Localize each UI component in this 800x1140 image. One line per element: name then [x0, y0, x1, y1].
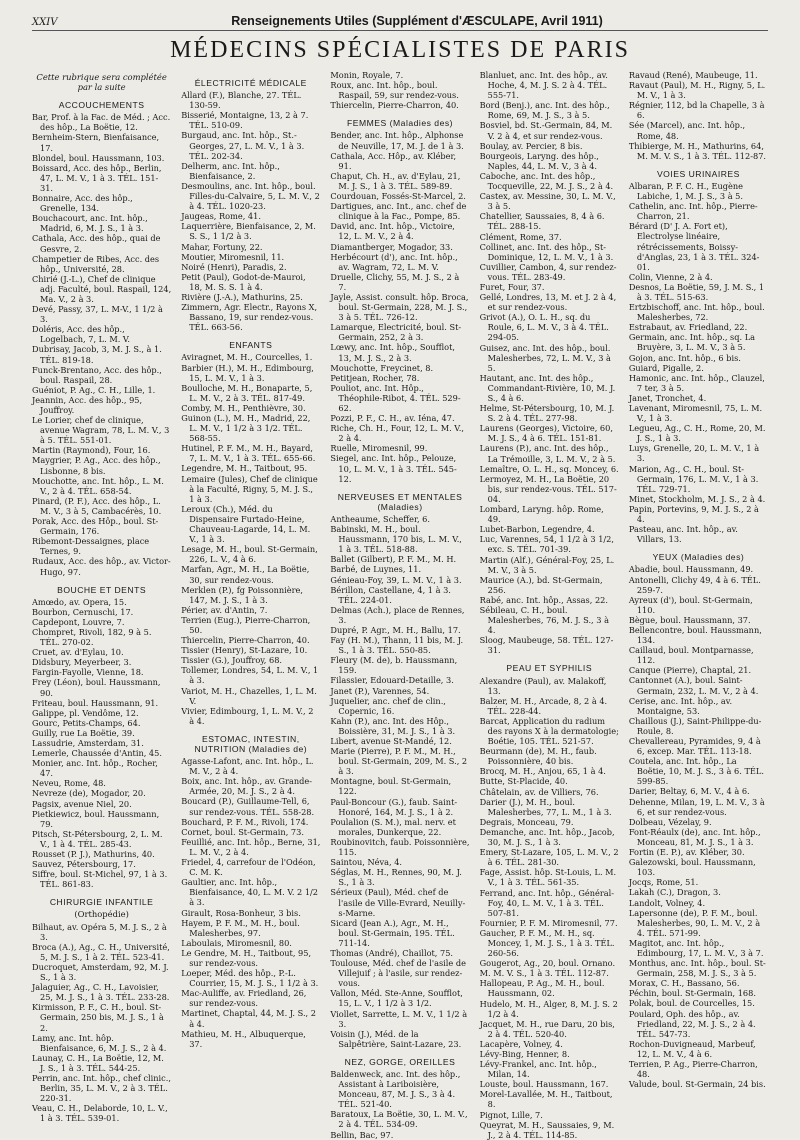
directory-entry: Bellencontre, boul. Haussmann, 134. — [628, 624, 762, 646]
directory-entry: Terrien, P. Ag., Pierre-Charron, 48. — [628, 1059, 758, 1080]
section-heading: BOUCHE ET DENTS — [57, 584, 147, 595]
directory-entry: Ballet (Gilbert), P. F. M., M. H. — [330, 554, 457, 565]
directory-entry: Ertzbischoff, anc. Int. hôp., boul. Malesherbes, 72. — [628, 302, 765, 323]
directory-entry: Pagsix, avenue Niel, 20. — [32, 798, 132, 809]
directory-entry: Sloog, Maubeuge, 58. TÉL. 127-31. — [479, 635, 614, 656]
directory-entry: Hutinel, P. F. M., M. H., Bayard, 7, L. M. V., 1 à 3. TÉL. 655-66. — [181, 443, 316, 464]
directory-entry: Tollemer, Londres, 54, L. M. V., 1 à 3. — [181, 665, 319, 686]
directory-entry: Génieau-Foy, 39, L. M. V., 1 à 3. — [330, 574, 462, 585]
section-heading: NERVEUSES ET MENTALES (Maladies) — [337, 491, 463, 512]
directory-entry: Vallon, Méd. Ste-Anne, Soufflot, 15, L. V., 1 1/2 à 3 1/2. — [330, 988, 463, 1009]
directory-entry: Galippe, pl. Vendôme, 12. — [32, 707, 139, 718]
directory-entry: Barbier (H.), M. H., Edimbourg, 15, L. M. V., 1 à 3. — [181, 362, 314, 383]
directory-entry: Gourc, Petits-Champs, 64. — [32, 717, 141, 728]
directory-entry: Grivot (A.), O. L. H., sq. du Roule, 6, L. M. V., 3 à 4. TÉL. 294-05. — [479, 312, 609, 343]
directory-entry: Furet, Four, 37. — [479, 281, 545, 292]
directory-entry: Ravaud (René), Maubeuge, 11. — [628, 70, 758, 80]
directory-entry: Desmoulins, anc. Int. hôp., boul. Filles-du-Calvaire, 5, L. M. V., 2 à 4. TÉL. 1020-23. — [181, 180, 320, 212]
directory-entry: Sicard (Jean A.), Agr., M. H., boul. St-Germain, 195. TÉL. 711-14. — [330, 917, 455, 948]
directory-entry: Courdouan, Fossés-St-Marcel, 2. — [330, 191, 466, 202]
directory-entry: Rudaux, Acc. des hôp., av. Victor-Hugo, 97. — [32, 556, 171, 577]
directory-entry: Poulalion (S. M.), mal. nerv. et morales, Dunkerque, 22. — [330, 816, 456, 837]
rubric-note: Cette rubrique sera complétée par la suite — [36, 72, 167, 93]
directory-entry: Mouchotte, anc. Int. hôp., L. M. V., 2 à 4. TÉL. 658-54. — [32, 475, 164, 496]
directory-entry: Champetier de Ribes, Acc. des hôp., Université, 28. — [32, 253, 160, 274]
directory-entry: Antonelli, Clichy 49, 4 à 6. TÉL. 259-7. — [628, 574, 761, 595]
directory-entry: Fortin (E. P.), av. Kléber, 30. — [628, 847, 745, 858]
running-title: Renseignements Utiles (Supplément d'ÆSCULAPE, Avril 1911) — [231, 14, 603, 28]
directory-entry: Papin, Portevins, 9, M. J. S., 2 à 4. — [628, 503, 759, 525]
directory-entry: Polak, boul. de Courcelles, 15. — [628, 998, 755, 1009]
directory-entry: Valude, boul. St-Germain, 24 bis. — [628, 1079, 766, 1090]
directory-entry: Butte, St-Placide, 40. — [479, 776, 568, 787]
directory-entry: Mouchotte, Freycinet, 8. — [330, 362, 434, 373]
column-3 — [330, 70, 470, 1140]
directory-entry: Ravaut (Paul), M. H., Rigny, 5, L. M. V., 1 à 3. — [628, 80, 766, 101]
directory-entry: Vivier, Edimbourg, 1, L. M. V., 2 à 4. — [181, 705, 314, 726]
directory-entry: Delherm, anc. Int. hôp., Bienfaisance, 2. — [181, 160, 280, 181]
directory-entry: Marie (Pierre), P. F. M., M. H., boul. St-Germain, 209, M. S., 2 à 3. — [330, 746, 468, 777]
directory-entry: Babinski, M. H., boul. Haussmann, 170 bis, L. M. V., 1 à 3. TÉL. 518-88. — [330, 524, 462, 555]
directory-entry: Herbécourt (d'), anc. Int. hôp., av. Wagram, 72, L. M. V. — [330, 251, 458, 272]
directory-entry: Canque (Pierre), Chaptal, 21. — [628, 665, 752, 676]
directory-entry: Thomas (André), Chaillot, 75. — [330, 947, 454, 958]
directory-entry: Morel-Lavallée, M. H., Taitbout, 8. — [479, 1089, 613, 1110]
section-heading: CHIRURGIE INFANTILE — [49, 897, 154, 908]
directory-entry: Chevallereau, Pyramides, 9, 4 à 6, excep. Mar. TÉL. 113-18. — [628, 736, 761, 757]
directory-entry: Guéniot, P. Ag., C. H., Lille, 1. — [32, 384, 156, 395]
directory-entry: Chirié (J.-L.), Chef de clinique adj. Faculté, boul. Raspail, 124, Ma. V., 2 à 3. — [32, 273, 172, 304]
directory-entry: Friedel, 4, carrefour de l'Odéon, C. M. K. — [181, 857, 316, 878]
directory-entry: Dubrisay, Jacob, 3, M. J. S., à 1. TÉL. 819-18. — [32, 344, 162, 365]
directory-entry: Régnier, 112, bd la Chapelle, 3 à 6. — [628, 100, 765, 121]
directory-entry: Viollet, Sarrette, L. M. V., 1 1/2 à 3. — [330, 1008, 468, 1029]
directory-entry: Laquerrière, Bienfaisance, 2, M. S. S., 1 1/2 à 3. — [181, 221, 316, 242]
directory-entry: Balzer, M. H., Arcade, 8, 2 à 4. TÉL. 228-44. — [479, 695, 608, 716]
directory-entry: Rousset (P. J.), Mathurins, 40. — [32, 849, 155, 860]
column-1 — [32, 70, 172, 1124]
directory-entry: Sérieux (Paul), Méd. chef de l'asile de Ville-Evrard, Neuilly-s-Marne. — [330, 887, 466, 918]
directory-entry: Guinon (L.), M. H., Madrid, 22, L. M. V., 1 1/2 à 3 1/2. TÉL. 568-55. — [181, 413, 311, 444]
directory-entry: Clément, Rome, 37. — [479, 231, 562, 242]
directory-entry: Chaillous (J.), Saint-Philippe-du-Roule, 8. — [628, 715, 762, 736]
directory-entry: Bernheim-Stern, Bienfaisance, 17. — [32, 132, 160, 153]
directory-entry: Châtelain, av. de Villiers, 76. — [479, 786, 599, 797]
directory-entry: Estrabaut, av. Friedland, 22. — [628, 322, 748, 333]
directory-entry: Luc, Varennes, 54, 1 1/2 à 3 1/2, exc. S. TÉL. 701-39. — [479, 534, 614, 555]
directory-entry: Legendre, M. H., Taitbout, 95. — [181, 463, 308, 474]
running-header — [32, 14, 768, 31]
directory-entry: Aviragnet, M. H., Courcelles, 1. — [181, 352, 313, 363]
directory-entry: Laboulais, Miromesnil, 80. — [181, 937, 292, 948]
directory-entry: Louste, boul. Haussmann, 167. — [479, 1079, 609, 1090]
page-title: MÉDECINS SPÉCIALISTES DE PARIS — [170, 37, 630, 63]
directory-entry: Ducroquet, Amsterdam, 92, M. J. S., 1 à 3. — [32, 961, 169, 983]
directory-entry: Séglas, M. H., Rennes, 90, M. J. S., 1 à 3. — [330, 867, 462, 888]
directory-entry: Gellé, Londres, 13, M. et J. 2 à 4, et sur rendez-vous. — [479, 292, 617, 313]
directory-entry: Boulay, av. Percier, 8 bis. — [479, 140, 583, 151]
directory-entry: Lassudrie, Amsterdam, 31. — [32, 738, 144, 748]
directory-entry: Marfan, Agr., M. H., La Boëtie, 30, sur rendez-vous. — [181, 564, 310, 585]
directory-entry: Boissard, Acc. des hôp., Berlin, 47, L. M. V., 1 à 3. TÉL. 151-31. — [32, 162, 162, 193]
section-heading: NEZ, GORGE, OREILLES — [344, 1056, 456, 1067]
directory-entry: Janet (P.), Varennes, 54. — [330, 685, 430, 696]
directory-entry: Rabé, anc. Int. hôp., Assas, 22. — [479, 594, 608, 605]
directory-entry: Agasse-Lafont, anc. Int. hôp., L. M. V., 2 à 4. — [181, 756, 314, 777]
directory-entry: Perrin, anc. Int. hôp., chef clinic., Berlin, 35, L. M. V., 2 à 3. TÉL. 220-31. — [32, 1073, 171, 1104]
section-heading: ESTOMAC, INTESTIN, NUTRITION (Maladies de) — [194, 733, 308, 754]
directory-entry: Martinet, Chaptal, 44, M. J. S., 2 à 4. — [181, 1008, 316, 1029]
directory-entry: Girault, Rosa-Bonheur, 3 bis. — [181, 907, 301, 918]
directory-entry: Sauvez, Pétersbourg, 17. — [32, 859, 136, 870]
directory-entry: Feuillié, anc. Int. hôp., Berne, 31, L. M. V., 2 à 4. — [181, 836, 321, 857]
directory-entry: Cantonnet (A.), boul. Saint-Germain, 232, L. M. V., 2 à 4. — [628, 675, 759, 696]
directory-entry: Péchin, boul. St-Germain, 168. — [628, 988, 756, 999]
directory-entry: Pouliot, anc. Int. Hôp., Théophile-Ribot, 4. TÉL. 529-62. — [330, 382, 461, 413]
directory-entry: Pitsch, St-Pétersbourg, 2, L. M. V., 1 à 4. TÉL. 285-43. — [32, 828, 163, 849]
directory-entry: Kahn (P.), anc. Int. des Hôp., Boissière, 31, M. J. S., 1 à 3. — [330, 715, 456, 736]
directory-entry: Coutela, anc. Int. hôp., La Boëtie, 10, M. J. S., 3 à 6. TÉL. 599-85. — [628, 756, 764, 787]
directory-entry: Bouchard, P. F. M., Rivoli, 174. — [181, 816, 309, 827]
directory-entry: Mac-Auliffe, av. Friedland, 26, sur rendez-vous. — [181, 988, 307, 1009]
directory-entry: Funck-Brentano, Acc. des hôp., boul. Raspail, 28. — [32, 364, 162, 385]
directory-entry: Jocqs, Rome, 51. — [628, 877, 699, 888]
directory-entry: Fage, Assist. hôp. St-Louis, L. M. V., 1 à 3. TÉL. 561-35. — [479, 867, 617, 888]
directory-entry: Blondel, boul. Haussmann, 103. — [32, 152, 165, 163]
directory-entry: Lamarque, Electricité, boul. St-Germain, 252, 2 à 3. — [330, 322, 462, 343]
directory-entry: Font-Réaulx (de), anc. Int. hôp., Monceau, 81, M. J. S., 1 à 3. — [628, 826, 761, 847]
directory-entry: Lœwy, anc. Int. hôp., Soufflot, 13, M. J. S., 2 à 3. — [330, 342, 455, 363]
directory-entry: Ruelle, Miromesnil, 99. — [330, 443, 428, 454]
directory-entry: Terrien (Eug.), Pierre-Charron, 50. — [181, 614, 311, 635]
directory-entry: Cornet, boul. St-Germain, 73. — [181, 826, 304, 837]
directory-entry: Marion, Ag., C. H., boul. St-Germain, 176, L. M. V., 1 à 3. TÉL. 729-71. — [628, 463, 759, 494]
directory-entry: Thibierge, M. H., Mathurins, 64, M. M. V. S., 1 à 3. TÉL. 112-87. — [628, 140, 767, 161]
directory-entry: Leroux (Ch.), Méd. du Dispensaire Furtado-Heine, Chauveau-Lagarde, 14, L. M. V., 1 à 3. — [181, 503, 311, 545]
directory-entry: Dolbeau, Vézelay, 9. — [628, 816, 712, 827]
directory-entry: Helme, St-Pétersbourg, 10, M. J. S. 2 à 4. TÉL. 277-98. — [479, 403, 615, 424]
column-2 — [181, 70, 321, 1049]
directory-entry: Martin (Raymond), Four, 16. — [32, 445, 151, 456]
directory-entry: Hudelo, M. H., Alger, 8, M. J. S. 2 1/2 à 4. — [479, 998, 618, 1019]
directory-entry: Petitjean, Rocher, 78. — [330, 372, 420, 383]
directory-entry: David, anc. Int. hôp., Victoire, 12, L. M. V., 2 à 4. — [330, 221, 455, 242]
directory-entry: Lacapère, Volney, 4. — [479, 1038, 563, 1049]
directory-entry: Hallopeau, P. Ag., M. H., boul. Haussmann, 02. — [479, 978, 605, 999]
directory-entry: Dehenne, Milan, 19, L. M. V., 3 à 6, et sur rendez-vous. — [628, 796, 765, 817]
directory-entry: Bérard (D' J. A. Fort et), Electrolyse linéaire, rétrécissements, Boissy-d'Anglas, 23, 1 à 3. TÉL. 324-01. — [628, 221, 760, 272]
directory-entry: Thiercelin, Pierre-Charron, 40. — [181, 635, 310, 646]
directory-entry: Baldenweck, anc. Int. des hôp., Assistant à Lariboisière, Monceau, 87, M. J. S., 3 à 4. TÉL. 521-40. — [330, 1069, 461, 1110]
directory-entry: Pasteau, anc. Int. hôp., av. Villars, 13. — [628, 524, 738, 545]
directory-entry: Bisserié, Montaigne, 13, 2 à 7. TÉL. 510-09. — [181, 110, 309, 131]
directory-entry: Libert, avenue St-Mandé, 12. — [330, 736, 452, 746]
directory-entry: Porak, Acc. des Hôp., boul. St-Germain, 176. — [32, 516, 159, 537]
directory-entry: Martin (Alf.), Général-Foy, 25, L. M. V., 3 à 5. — [479, 554, 615, 575]
directory-entry: Abadie, boul. Haussmann, 49. — [628, 564, 754, 575]
directory-entry: Laurens (Georges), Victoire, 60, M. J. S., 4 à 6. TÉL. 151-81. — [479, 423, 613, 444]
directory-entry: Bonnaire, Acc. des hôp., Grenelle, 134. — [32, 193, 133, 214]
directory-entry: Mathieu, M. H., Albuquerque, 37. — [181, 1028, 306, 1049]
directory-entry: Lapersonne (de), P. F. M., boul. Malesherbes, 90, L. M. V., 2 à 4. TÉL. 571-99. — [628, 907, 761, 938]
directory-entry: Le Gendre, M. H., Taitbout, 95, sur rendez-vous. — [181, 947, 312, 968]
directory-entry: Hayem, P. F. M., M. H., boul. Malesherbes, 97. — [181, 917, 300, 938]
directory-entry: Didsbury, Meyerbeer, 3. — [32, 657, 132, 668]
directory-entry: Legueu, Ag., C. H., Rome, 20, M. J. S., 1 à 3. — [628, 423, 766, 444]
directory-entry: Albaran, P. F. C. H., Eugène Labiche, 1, M. J. S., 3 à 5. — [628, 180, 743, 202]
directory-entry: Janet, Tronchet, 4. — [628, 392, 707, 403]
directory-entry: Degrais, Monceau, 79. — [479, 816, 574, 827]
directory-entry: Castex, av. Messine, 30, L. M. V., 3 à 5. — [479, 191, 616, 212]
directory-entry: Lévy-Bing, Henner, 8. — [479, 1049, 570, 1059]
section-heading: ACCOUCHEMENTS — [58, 100, 145, 111]
directory-entry: Lévy-Frankel, anc. Int. hôp., Milan, 14. — [479, 1059, 597, 1080]
directory-entry: Chatellier, Saussaies, 8, 4 à 6. TÉL. 288-15. — [479, 211, 605, 232]
directory-entry: Bourgeois, Laryng. des hôp., Naples, 44, L. M. V., 3 à 4. — [479, 150, 599, 171]
directory-entry: Darier (J.), M. H., boul. Malesherbes, 77, L. M., 1 à 3. — [479, 796, 612, 817]
directory-entry: Périer, av. d'Antin, 7. — [181, 604, 268, 615]
directory-entry: Delmas (Ach.), place de Rennes, 3. — [330, 604, 465, 625]
directory-entry: Friteau, boul. Haussmann, 91. — [32, 697, 159, 708]
columns — [32, 70, 768, 1140]
directory-entry: Le Lorier, chef de clinique, avenue Wagram, 78, L. M. V., 3 à 5. TÉL. 551-01. — [32, 415, 170, 446]
column-4 — [479, 70, 619, 1140]
directory-entry: Poulard, Oph. des hôp., av. Friedland, 22, M. J. S., 2 à 4. TÉL. 547-73. — [628, 1008, 756, 1039]
directory-entry: Guisez, anc. Int. des hôp., boul. Malesherbes, 72, L. M. V., 3 à 5. — [479, 342, 611, 373]
directory-entry: Cathelin, anc. Int. hôp., Pierre-Charron, 21. — [628, 201, 758, 222]
directory-entry: Nevreze (de), Mogador, 20. — [32, 788, 146, 799]
directory-entry: Maygrier, P. Ag., Acc. des hôp., Lisbonne, 8 bis. — [32, 455, 161, 476]
directory-entry: Ribemont-Dessaignes, place Ternes, 9. — [32, 536, 150, 557]
section-heading: YEUX (Maladies des) — [652, 552, 745, 563]
directory-entry: Druelle, Clichy, 55, M. J. S., 2 à 7. — [330, 271, 460, 292]
directory-entry: Pozzi, P. F., C. H., av. Iéna, 47. — [330, 413, 455, 424]
directory-entry: Dupré, P. Agr., M. H., Ballu, 17. — [330, 624, 461, 635]
directory-entry: Cuvillier, Cambon, 4, sur rendez-vous. TÉL. 283-49. — [479, 261, 617, 282]
directory-entry: Bar, Prof. à la Fac. de Méd. ; Acc. des hôp., La Boëtie, 12. — [32, 112, 171, 133]
directory-entry: Fargin-Fayolle, Vienne, 18. — [32, 667, 144, 678]
directory-entry: Thiercelin, Pierre-Charron, 40. — [330, 100, 459, 111]
directory-entry: Lemaître, O. L. H., sq. Moncey, 6. — [479, 463, 619, 474]
directory-entry: Cruet, av. d'Eylau, 10. — [32, 647, 124, 658]
directory-entry: Lakah (C.), Dragon, 3. — [628, 887, 721, 898]
column-5 — [628, 70, 768, 1090]
directory-entry: Ferrand, anc. Int. hôp., Général-Foy, 40, L. M. V., 1 à 3. TÉL. 507-81. — [479, 887, 614, 918]
directory-entry: Toulouse, Méd. chef de l'asile de Villejuif ; à l'asile, sur rendez-vous. — [330, 958, 466, 989]
section-heading: (Orthopédie) — [74, 908, 129, 919]
directory-entry: Ayreux (d'), boul. St-Germain, 110. — [628, 594, 753, 615]
directory-entry: Cathala, Acc. des hôp., quai de Gesvre, 2. — [32, 233, 161, 254]
directory-entry: Jayle, Assist. consult. hôp. Broca, boul. St-Germain, 228, M. J. S., 3 à 5. TÉL. 726-12. — [330, 291, 469, 323]
directory-entry: Dartigues, anc. Int., anc. chef de clinique à la Fac., Pompe, 85. — [330, 201, 467, 222]
directory-entry: Doléris, Acc. des hôp., Logelbach, 7, L. M. V. — [32, 324, 130, 345]
directory-entry: Amœdo, av. Opera, 15. — [32, 596, 127, 607]
directory-entry: Fleury (M. de), b. Haussmann, 159. — [330, 655, 458, 676]
directory-entry: Variot, M. H., Chazelles, 1, L. M. V. — [181, 685, 317, 706]
directory-entry: Boulloche, M. H., Bonaparte, 5, L. M. V., 2 à 3. TÉL. 817-49. — [181, 382, 313, 403]
directory-entry: Lemaire (Jules), Chef de clinique à la Faculté, Rigny, 5, M. J. S., 1 à 3. — [181, 473, 318, 504]
directory-entry: Lemerle, Chaussée d'Antin, 45. — [32, 748, 162, 759]
directory-entry: Bourbon, Cernuschi, 17. — [32, 606, 134, 617]
section-heading: ENFANTS — [229, 340, 273, 351]
directory-entry: Baratoux, La Boëtie, 30, L. M. V., 2 à 4. TÉL. 534-09. — [330, 1109, 468, 1130]
directory-entry: Allard (F.), Blanche, 27. TÉL. 130-59. — [181, 90, 302, 111]
directory-entry: Riche, Ch. H., Four, 12, L. M. V., 2 à 4. — [330, 423, 464, 444]
directory-entry: Kirmisson, P. F., C. H., boul. St-Germain, 250 bis, M. J. S., 1 à 2. — [32, 1002, 164, 1033]
directory-entry: Cathala, Acc. Hôp., av. Kléber, 91. — [330, 150, 457, 171]
directory-entry: Antheaume, Scheffer, 6. — [330, 513, 430, 524]
directory-entry: Noiré (Henri), Paradis, 2. — [181, 261, 287, 272]
directory-entry: Boix, anc. Int. hôp., av. Grande-Armée, 20, M. J. S., 2 à 4. — [181, 776, 312, 797]
directory-entry: Sébileau, C. H., boul. Malesherbes, 76, M. J. S., 3 à 4. — [479, 604, 609, 636]
directory-entry: Boucard (P.), Guillaume-Tell, 6, sur rendez-vous. TÉL. 558-28. — [181, 796, 315, 817]
directory-entry: Queyrat, M. H., Saussaies, 9, M. J., 2 à 4. TÉL. 114-85. — [479, 1119, 615, 1140]
directory-entry: Demanche, anc. Int. hôp., Jacob, 30, M. J. S., 1 à 3. — [479, 826, 615, 848]
directory-entry: Caillaud, boul. Montparnasse, 112. — [628, 645, 754, 666]
directory-entry: Loeper, Méd. des hôp., P.-L. Courrier, 15, M. J. S., 1 1/2 à 3. — [181, 968, 319, 989]
directory-entry: Lamy, anc. Int. hôp. Bienfaisance, 6, M. J. S., 2 à 4. — [32, 1032, 167, 1053]
directory-entry: Diamantberger, Mogador, 33. — [330, 241, 453, 252]
directory-entry: Bègue, boul. Haussmann, 37. — [628, 614, 751, 625]
directory-entry: Caboche, anc. Int. des hôp., Tocqueville, 22, M. J. S., 2 à 4. — [479, 170, 614, 192]
directory-entry: Darier, Beltay, 6, M. V., 4 à 6. — [628, 786, 750, 797]
page-number: XXIV — [32, 17, 58, 28]
directory-entry: Roubinovitch, faub. Poissonnière, 115. — [330, 836, 470, 858]
directory-entry: Rochon-Duvigneaud, Marbeuf, 12, L. M. V., 4 à 6. — [628, 1038, 756, 1059]
section-heading: ÉLECTRICITÉ MÉDICALE — [194, 78, 307, 88]
directory-entry: Gaucher, P. F. M., M. H., sq. Moncey, 1, M. J. S., 1 à 3. TÉL. 260-56. — [479, 927, 615, 959]
directory-entry: Monthus, anc. Int. hôp., boul. St-Germain, 258, M. J. S., 3 à 5. — [628, 958, 766, 979]
directory-entry: Hamonic, anc. Int. hôp., Clauzel, 7 ter, 3 à 5. — [628, 372, 765, 393]
directory-entry: Petit (Paul), Godot-de-Mauroi, 18, M. S. S. 1 à 4. — [181, 271, 306, 292]
directory-entry: Guilly, rue La Boëtie, 39. — [32, 727, 135, 738]
directory-entry: Minet, Stockholm, M. J. S., 2 à 4. — [628, 493, 766, 504]
directory-entry: Mahar, Fortuny, 22. — [181, 241, 263, 252]
directory-entry: Lermoyez, M. H., La Boëtie, 20 bis, sur rendez-vous. TÉL. 517-04. — [479, 473, 617, 504]
directory-entry: Lesage, M. H., boul. St-Germain, 226, L. V., 4 à 6. — [181, 544, 318, 565]
directory-entry: Fay (H. M.), Thann, 11 bis, M. J. S., 1 à 3. TÉL. 550-85. — [330, 635, 464, 656]
directory-entry: Chompret, Rivoli, 182, 9 à 5. TÉL. 270-02. — [32, 626, 152, 648]
directory-entry: Lombard, Laryng. hôp. Rome, 49. — [479, 504, 604, 525]
directory-entry: Zimmern, Agr. Electr., Rayons X, Bassano, 19, sur rendez-vous. TÉL. 663-56. — [181, 302, 318, 333]
directory-entry: Capdepont, Louvre, 7. — [32, 616, 125, 627]
directory-entry: Bellin, Bac, 97. — [330, 1129, 394, 1140]
directory-entry: Pinard, (P. F.), Acc. des hôp., L. M. V., 3 à 5, Cambacérès, 10. — [32, 495, 162, 516]
directory-entry: Pietkiewicz, boul. Haussmann, 79. — [32, 808, 160, 829]
directory-entry: Tissier (G.), Jouffroy, 68. — [181, 655, 283, 666]
directory-entry: Laurens (P.), anc. Int. des hôp., La Trémoille, 3, L. M. V., 2 à 5. — [479, 443, 616, 464]
directory-entry: Gougerot, Ag., 20, boul. Ornano. — [479, 958, 616, 969]
directory-entry: Colin, Vienne, 2 à 4. — [628, 271, 713, 282]
directory-entry: Hautant, anc. Int. des hôp., Commandant-Rivière, 10, M. J. S., 4 à 6. — [479, 372, 616, 403]
directory-entry: Jacquet, M. H., rue Daru, 20 bis, 2 à 4. TÉL. 520-40. — [479, 1018, 615, 1039]
directory-entry: Jalaguier, Ag., C. H., Lavoisier, 25, M. J. S., 1 à 3. TÉL. 233-28. — [32, 982, 170, 1003]
directory-entry: Germain, anc. Int. hôp., sq. La Bruyère, 3, L. M. V., 3 à 5. — [628, 332, 756, 353]
directory-entry: Saintou, Néva, 4. — [330, 857, 403, 868]
directory-entry: Morax, C. H., Bassano, 56. — [628, 978, 740, 989]
directory-entry: Roux, anc. Int. hôp., boul. Raspail, 59, sur rendez-vous. — [330, 80, 459, 101]
directory-entry: Blanluet, anc. Int. des hôp., av. Hoche, 4, M. J. S. 2 à 4. TÉL. 555-71. — [479, 70, 608, 101]
directory-entry: Comby, M. H., Penthièvre, 30. — [181, 402, 306, 413]
directory-entry: Maurice (A.), bd. St-Germain, 256. — [479, 574, 603, 595]
directory-entry: Gojon, anc. Int. hôp., 6 bis. — [628, 352, 741, 363]
directory-entry: Paul-Boncour (G.), faub. Saint-Honoré, 164, M. J. S., 1 à 2. — [330, 796, 458, 817]
directory-entry: Juquelier, anc. chef de clin., Copernic, 16. — [330, 695, 446, 716]
directory-entry: Collinet, anc. Int. des hôp., St-Dominique, 12, L. M. V., 1 à 3. — [479, 241, 614, 262]
directory-entry: Tissier (Henry), St-Lazare, 10. — [181, 645, 308, 656]
directory-entry: Neveu, Rome, 48. — [32, 778, 106, 789]
directory-entry: Bender, anc. Int. hôp., Alphonse de Neuville, 17, M. J. de 1 à 3. — [330, 130, 464, 151]
directory-entry: Bord (Benj.), anc. Int. des hôp., Rome, 69, M. J. S., 3 à 5. — [479, 100, 610, 121]
directory-entry: Jeannin, Acc. des hôp., 95, Jouffroy. — [32, 394, 143, 415]
directory-entry: Voisin (J.), Méd. de la Salpêtrière, Saint-Lazare, 23. — [330, 1028, 462, 1049]
directory-entry: Moutier, Miromesnil, 11. — [181, 251, 285, 262]
directory-entry: Desnos, La Boëtie, 59, J. M. S., 1 à 3. TÉL. 515-63. — [628, 281, 765, 302]
directory-entry: Brocq, M. H., Anjou, 65, 1 à 4. — [479, 766, 606, 777]
directory-entry: Merklen (P.), fg Poissonnière, 147, M. J. S., 1 à 3. — [181, 584, 303, 605]
section-heading: FEMMES (Maladies des) — [347, 118, 454, 129]
section-heading: PEAU ET SYPHILIS — [506, 663, 593, 674]
directory-entry: Cerise, anc. Int. hôp., av. Montaigne, 53. — [628, 695, 733, 716]
directory-entry: Montagne, boul. St-Germain, 122. — [330, 776, 452, 797]
directory-entry: Rivière (J.-A.), Mathurins, 25. — [181, 291, 303, 302]
directory-entry: Guiard, Pigalle, 2. — [628, 362, 704, 373]
directory-entry: Bosviel, bd. St.-Germain, 84, M. V. 2 à 4, et sur rendez-vous. — [479, 120, 613, 141]
directory-entry: Frey (Léon), boul. Haussmann, 90. — [32, 677, 161, 698]
directory-entry: Barcat, Application du radium des rayons X à la dermatologie; Boétie, 105. TÉL. 521-57. — [479, 715, 619, 747]
directory-entry: Galezowski, boul. Haussmann, 103. — [628, 857, 756, 878]
section-heading: VOIES URINAIRES — [656, 168, 740, 179]
directory-entry: Chaput, Ch. H., av. d'Eylau, 21, M. J. S., 1 à 3. TÉL. 589-89. — [330, 170, 461, 191]
directory-entry: Luys, Grenelle, 20, L. M. V., 1 à 3. — [628, 443, 760, 464]
directory-entry: Lavenant, Miromesnil, 75, L. M. V., 1 à 3. — [628, 403, 763, 424]
directory-entry: Pignot, Lille, 7. — [479, 1109, 543, 1120]
directory-entry: Siegel, anc. Int. hôp., Pelouze, 10, L. M. V., 1 à 3. TÉL. 545-12. — [330, 453, 457, 484]
directory-entry: Magitot, anc. Int. hôp., Edimbourg, 17, L. M. V., 3 à 7. — [628, 937, 764, 958]
directory-entry: Burgaud, anc. Int. hôp., St.-Georges, 27, L. M. V., 1 à 3. TÉL. 202-34. — [181, 130, 305, 161]
directory-entry: M. M. V. S., 1 à 3. TÉL. 112-87. — [479, 968, 609, 979]
directory-entry: Beurmann (de), M. H., faub. Poissonnière, 40 bis. — [479, 746, 597, 767]
directory-entry: Monin, Royale, 7. — [330, 70, 404, 80]
directory-entry: Bouchacourt, anc. Int. hôp., Madrid, 6, M. J. S., 1 à 3. — [32, 213, 148, 234]
directory-entry: Sée (Marcel), anc. Int. hôp., Rome, 48. — [628, 120, 746, 141]
directory-entry: Gaultier, anc. Int. hôp., Bienfaisance, 40, L. M. V. 2 1/2 à 3. — [181, 877, 319, 908]
directory-entry: Barbé, de Luynes, 11. — [330, 564, 422, 575]
directory-entry: Veau, C. H., Delaborde, 10, L. V., 1 à 3. TÉL. 539-01. — [32, 1103, 168, 1124]
directory-entry: Jaugeas, Rome, 41. — [181, 211, 261, 222]
directory-entry: Monier, anc. Int. hôp., Rocher, 47. — [32, 758, 158, 779]
directory-entry: Filassier, Edouard-Detaille, 3. — [330, 675, 454, 686]
directory-entry: Broca (A.), Ag., C. H., Université, 5, M. J. S., 1 à 2. TÉL. 523-41. — [32, 941, 170, 962]
directory-entry: Alexandre (Paul), av. Malakoff, 13. — [479, 675, 607, 696]
directory-entry: Bérillon, Castellane, 4, 1 à 3. TÉL. 224-01. — [330, 584, 451, 605]
directory-entry: Launay, C. H., La Boëtie, 12, M. J. S., 1 à 3. TÉL. 544-25. — [32, 1052, 164, 1073]
directory-entry: Devé, Passy, 37, L. M-V., 1 1/2 à 3. — [32, 304, 163, 325]
directory-entry: Lubet-Barbon, Legendre, 4. — [479, 524, 595, 535]
directory-entry: Landolt, Volney, 4. — [628, 897, 706, 908]
directory-entry: Siffre, boul. St-Michel, 97, 1 à 3. TÉL. 861-83. — [32, 869, 168, 890]
directory-entry: Bilhaut, av. Opéra 5, M. J. S., 2 à 3. — [32, 921, 167, 942]
directory-entry: Fournier, P. F. M. Miromesnil, 77. — [479, 917, 618, 928]
directory-entry: Emery, St-Lazare, 105, L. M. V., 2 à 6. TÉL. 281-30. — [479, 847, 619, 868]
